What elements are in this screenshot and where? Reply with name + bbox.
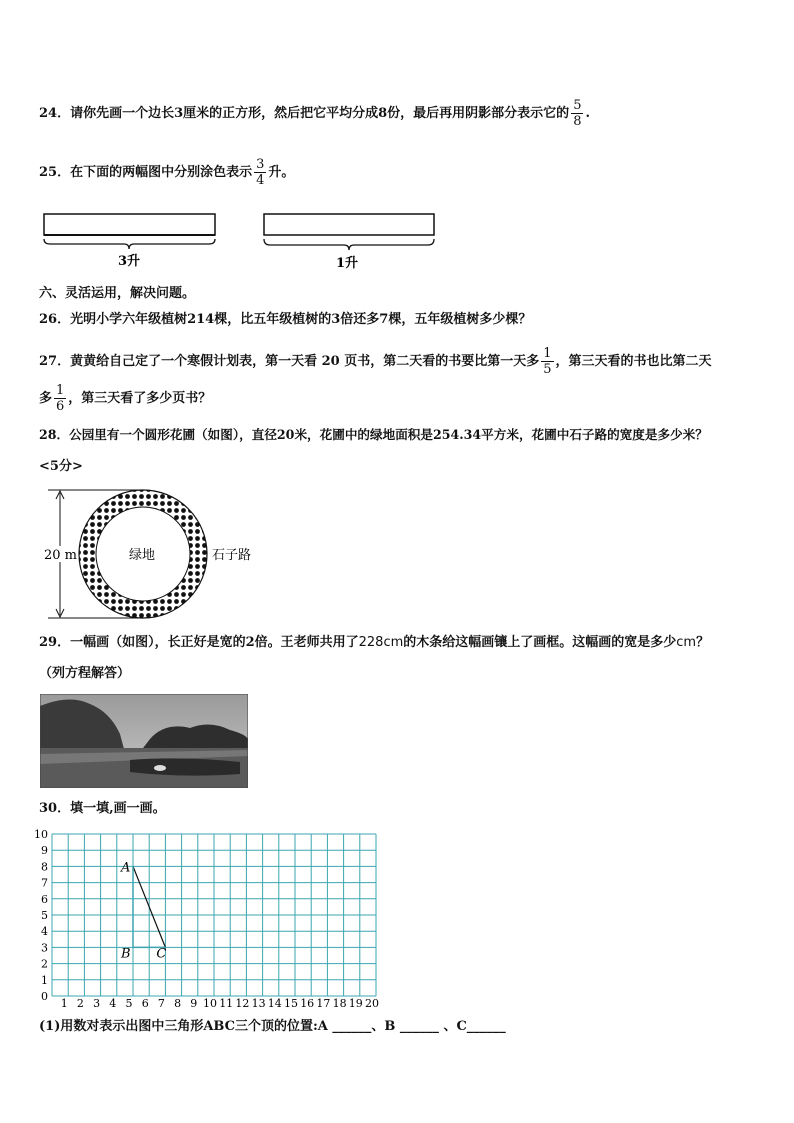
q28-figure (40, 486, 280, 626)
q28-points: <5分> (39, 459, 83, 474)
right-label: 1升 (336, 256, 359, 271)
fraction-3-4 (254, 157, 266, 188)
inner-label: 绿地 (129, 548, 156, 563)
y-tick-label: 10 (34, 828, 48, 841)
x-tick-label: 3 (93, 997, 101, 1010)
section-6-heading: 六、灵活运用，解决问题。 (39, 286, 196, 301)
x-tick-label: 15 (284, 997, 298, 1010)
x-tick-label: 8 (174, 997, 182, 1010)
fraction-1-6 (54, 383, 66, 414)
q25-text-b: 升。 (268, 165, 295, 180)
point-label-C: C (156, 946, 167, 962)
q24-end: . (585, 106, 590, 121)
x-tick-label: 19 (348, 997, 363, 1010)
q29-painting (40, 694, 248, 788)
frac-denominator: 4 (256, 173, 265, 188)
q29-length: 228cm (358, 635, 404, 650)
x-tick-label: 9 (190, 997, 198, 1010)
question-25 (39, 157, 294, 188)
x-tick-label: 12 (235, 997, 250, 1010)
q27-text-d: ，第三天看了多少页书？ (68, 391, 212, 406)
x-tick-label: 14 (267, 997, 282, 1010)
right-container (264, 214, 434, 235)
x-tick-label: 4 (109, 997, 117, 1010)
q25-text-a: 25．在下面的两幅图中分别涂色表示 (39, 165, 253, 180)
left-container (44, 214, 215, 235)
y-tick-label: 3 (41, 941, 48, 955)
q27-text-c: 多 (39, 391, 53, 406)
y-tick-label: 5 (41, 909, 48, 922)
q27-text-b: ，第三天看的书也比第二天 (555, 354, 712, 369)
question-29 (39, 634, 709, 652)
q29-instruction: （列方程解答） (39, 666, 131, 681)
right-brace (264, 239, 434, 250)
x-tick-label: 7 (157, 997, 165, 1010)
x-tick-label: 1 (60, 997, 68, 1010)
frac-denominator: 6 (56, 399, 65, 414)
x-tick-label: 10 (203, 997, 217, 1010)
question-26: 26．光明小学六年级植树214棵，比五年级植树的3倍还多7棵，五年级植树多少棵？ (39, 312, 532, 327)
x-tick-label: 20 (365, 997, 379, 1010)
ring-label: 石子路 (212, 548, 252, 563)
point-label-B: B (121, 946, 131, 962)
x-tick-label: 6 (141, 997, 149, 1010)
frac-denominator: 5 (543, 362, 552, 377)
frac-numerator: 3 (256, 157, 265, 172)
frac-numerator: 1 (543, 346, 552, 361)
question-30: 30．填一填,画一画。 (39, 801, 166, 816)
x-tick-label: 2 (76, 997, 84, 1010)
q24-text: 24．请你先画一个边长3厘米的正方形，然后把它平均分成8份，最后再用阴影部分表示它的 (39, 106, 570, 121)
y-tick-label: 0 (41, 990, 48, 1003)
x-tick-label: 5 (125, 997, 133, 1010)
q29-text-c: ？ (696, 635, 710, 650)
q27-text: 27．黄黄给自己定了一个寒假计划表，第一天看 20 页书，第二天看的书要比第一天多 (39, 354, 540, 369)
question-28: 28．公园里有一个圆形花圃（如图），直径20米，花圃中的绿地面积是254.34平方米，花圃中石子路的宽度是多少米？ (39, 427, 708, 442)
x-tick-label: 11 (219, 997, 234, 1010)
q29-text-b: 的木条给这幅画镶上了画框。这幅画的宽是多少 (403, 635, 677, 650)
coordinate-grid (34, 826, 384, 1012)
q30-sub-question: (1)用数对表示出图中三角形ABC三个顶的位置:A ______、B ______ 、C______ (39, 1019, 506, 1034)
q29-text-a: 29．一幅画（如图），长正好是宽的2倍。王老师共用了 (39, 635, 359, 650)
diameter-label: 20 m (44, 548, 78, 563)
y-tick-label: 2 (41, 957, 48, 971)
y-tick-label: 4 (41, 925, 48, 939)
x-tick-label: 13 (251, 997, 266, 1010)
y-tick-label: 6 (41, 892, 48, 906)
y-tick-label: 9 (41, 844, 48, 858)
x-tick-label: 17 (316, 997, 331, 1010)
question-27-line1 (39, 346, 712, 377)
left-label: 3升 (118, 254, 141, 269)
frac-numerator: 1 (56, 383, 65, 398)
question-24 (39, 98, 590, 129)
frac-numerator: 5 (573, 98, 582, 113)
y-tick-label: 8 (41, 860, 48, 874)
frac-denominator: 8 (573, 114, 582, 129)
y-tick-label: 1 (41, 973, 48, 987)
question-27-line2 (39, 383, 211, 414)
point-label-A: A (121, 860, 131, 876)
left-brace (44, 239, 215, 249)
x-tick-label: 16 (300, 997, 315, 1010)
y-tick-label: 7 (41, 876, 48, 890)
fraction-1-5 (541, 346, 553, 377)
x-tick-label: 18 (332, 997, 347, 1010)
q25-figures (40, 212, 440, 274)
fraction-5-8 (571, 98, 583, 129)
q29-unit: cm (676, 635, 697, 650)
